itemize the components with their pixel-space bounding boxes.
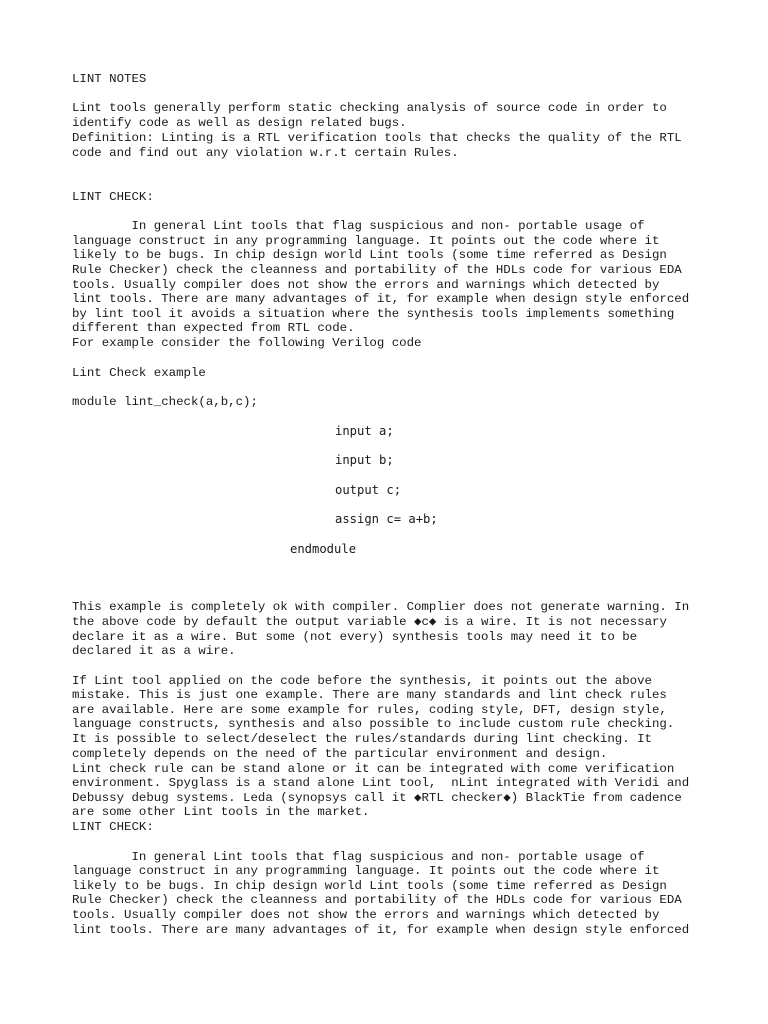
intro-line-4: code and find out any violation w.r.t certain Rules. [72, 146, 459, 160]
section2-line-6: lint tools. There are many advantages of it, for example when design style enforced [72, 923, 690, 937]
section1-line-9: For example consider the following Verilog code [72, 336, 422, 350]
intro-line-2: identify code as well as design related bugs. [72, 116, 407, 130]
section1-line-3: likely to be bugs. In chip design world Lint tools (some time referred as Design [72, 248, 667, 262]
lint-applied-line-10: are some other Lint tools in the market. [72, 805, 370, 819]
compiler-line-3: declare it as a wire. But some (not every) synthesis tools may need it to be [72, 630, 638, 644]
section2-line-5: tools. Usually compiler does not show the errors and warnings which detected by [72, 908, 660, 922]
lint-applied-line-3: are available. Here are some example for rules, coding style, DFT, design style, [72, 703, 667, 717]
code-output-c: output c; [335, 483, 402, 497]
lint-applied-line-6: completely depends on the need of the particular environment and design. [72, 747, 608, 761]
code-input-a: input a; [335, 424, 394, 438]
lint-applied-line-2: mistake. This is just one example. There are many standards and lint check rules [72, 688, 667, 702]
lint-applied-line-4: language constructs, synthesis and also possible to include custom rule checking. [72, 717, 675, 731]
section2-heading: LINT CHECK: [72, 820, 154, 834]
code-assign: assign c= a+b; [335, 512, 438, 526]
example-heading: Lint Check example [72, 366, 206, 380]
section1-line-7: by lint tool it avoids a situation where the synthesis tools implements something [72, 307, 675, 321]
code-module-line: module lint_check(a,b,c); [72, 395, 258, 409]
section1-line-5: tools. Usually compiler does not show the errors and warnings which detected by [72, 278, 660, 292]
section1-line-6: lint tools. There are many advantages of it, for example when design style enforced [72, 292, 690, 306]
section2-line-1: In general Lint tools that flag suspicious and non- portable usage of [72, 850, 645, 864]
section2-line-3: likely to be bugs. In chip design world Lint tools (some time referred as Design [72, 879, 667, 893]
section1-line-4: Rule Checker) check the cleanness and portability of the HDLs code for various EDA [72, 263, 682, 277]
section2-line-2: language construct in any programming language. It points out the code where it [72, 864, 660, 878]
doc-title: LINT NOTES [72, 72, 147, 86]
lint-applied-line-7: Lint check rule can be stand alone or it can be integrated with come verification [72, 762, 675, 776]
section1-heading: LINT CHECK: [72, 190, 154, 204]
lint-applied-line-5: It is possible to select/deselect the rules/standards during lint checking. It [72, 732, 652, 746]
lint-applied-line-8: environment. Spyglass is a stand alone Lint tool, nLint integrated with Veridi and [72, 776, 690, 790]
section1-line-1: In general Lint tools that flag suspicious and non- portable usage of [72, 219, 645, 233]
section2-line-4: Rule Checker) check the cleanness and portability of the HDLs code for various EDA [72, 893, 682, 907]
intro-line-1: Lint tools generally perform static checking analysis of source code in order to [72, 101, 667, 115]
section1-line-8: different than expected from RTL code. [72, 321, 355, 335]
code-input-b: input b; [335, 453, 394, 467]
compiler-line-4: declared it as a wire. [72, 644, 236, 658]
compiler-line-1: This example is completely ok with compiler. Complier does not generate warning. In [72, 600, 690, 614]
compiler-line-2: the above code by default the output variable ◆c◆ is a wire. It is not necessary [72, 615, 667, 629]
code-endmodule: endmodule [290, 542, 357, 556]
lint-applied-line-9: Debussy debug systems. Leda (synopsys call it ◆RTL checker◆) BlackTie from cadence [72, 791, 682, 805]
intro-line-3: Definition: Linting is a RTL verification tools that checks the quality of the RTL [72, 131, 682, 145]
section1-line-2: language construct in any programming language. It points out the code where it [72, 234, 660, 248]
lint-applied-line-1: If Lint tool applied on the code before the synthesis, it points out the above [72, 674, 652, 688]
